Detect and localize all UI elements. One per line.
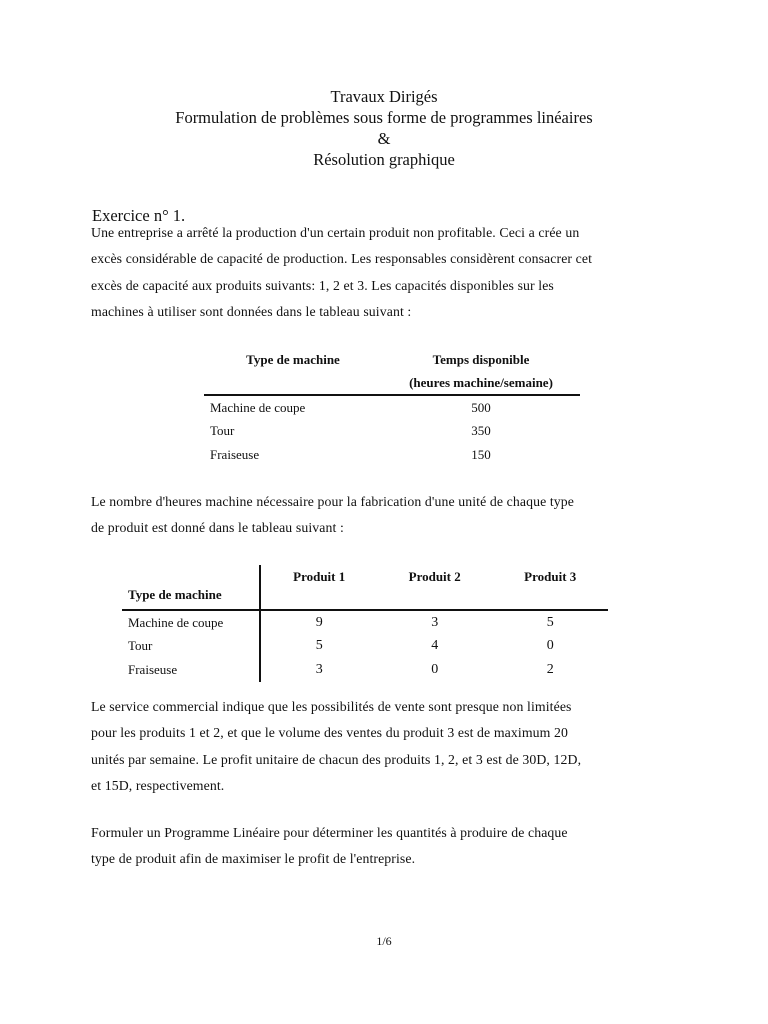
hours-value: 3 xyxy=(315,661,323,677)
hours-table-header-machine: Type de machine xyxy=(122,565,260,610)
machine-name: Machine de coupe xyxy=(122,610,260,635)
intro-line: excès de capacité aux produits suivants: 1, 2 et 3. Les capacités disponibles sur les xyxy=(91,277,554,293)
paragraph-line: Formuler un Programme Linéaire pour déterminer les quantités à produire de chaque xyxy=(91,825,568,840)
title-line-3: & xyxy=(377,129,391,148)
machine-name: Tour xyxy=(210,423,235,439)
hours-table-header-product-3: Produit 3 xyxy=(492,565,608,610)
table-row xyxy=(122,610,608,635)
capacity-table xyxy=(204,348,580,467)
second-paragraph xyxy=(91,489,676,542)
title-line-1: Travaux Dirigés xyxy=(330,87,438,106)
paragraph-line: de produit est donné dans le tableau suivant : xyxy=(91,520,344,536)
intro-line: Une entreprise a arrêté la production d'un certain produit non profitable. Ceci a crée un xyxy=(91,225,580,240)
hours-value: 5 xyxy=(315,638,323,654)
machine-name: Tour xyxy=(122,635,260,659)
capacity-table-header-time: Temps disponible xyxy=(432,351,530,367)
hours-value: 2 xyxy=(546,661,554,677)
hours-value: 0 xyxy=(546,638,554,654)
machine-name: Fraiseuse xyxy=(210,446,260,462)
exercise-heading: Exercice n° 1. xyxy=(92,206,186,225)
hours-value: 4 xyxy=(431,638,439,654)
machine-name: Machine de coupe xyxy=(210,399,306,415)
title-line-4: Résolution graphique xyxy=(313,150,455,169)
fourth-paragraph xyxy=(91,820,676,873)
paragraph-line: Le service commercial indique que les possibilités de vente sont presque non limitées xyxy=(91,699,572,714)
paragraph-line: type de produit afin de maximiser le profit de l'entreprise. xyxy=(91,851,416,867)
paragraph-line: pour les produits 1 et 2, et que le volume des ventes du produit 3 est de maximum 20 xyxy=(91,725,569,741)
hours-value: 0 xyxy=(431,661,439,677)
capacity-table-header-spacer xyxy=(204,371,382,395)
paragraph-line: unités par semaine. Le profit unitaire de chacun des produits 1, 2, et 3 est de 30D, 12D, xyxy=(91,751,582,767)
available-hours: 500 xyxy=(471,399,491,415)
title-block xyxy=(0,86,768,170)
paragraph-line: Le nombre d'heures machine nécessaire pour la fabrication d'une unité de chaque type xyxy=(91,494,575,509)
capacity-table-header-machine: Type de machine xyxy=(246,351,340,367)
intro-line: excès considérable de capacité de production. Les responsables considèrent consacrer cet xyxy=(91,251,593,267)
table-row xyxy=(122,635,608,659)
intro-paragraph xyxy=(91,220,676,325)
table-row xyxy=(122,658,608,682)
table-row xyxy=(204,443,580,467)
paragraph-line: et 15D, respectivement. xyxy=(91,777,225,793)
third-paragraph xyxy=(91,694,676,799)
hours-per-unit-table xyxy=(122,565,608,682)
hours-value: 3 xyxy=(431,614,439,630)
available-hours: 350 xyxy=(471,423,491,439)
hours-value: 5 xyxy=(546,614,554,630)
title-line-2: Formulation de problèmes sous forme de programmes linéaires xyxy=(175,108,593,127)
machine-name: Fraiseuse xyxy=(122,658,260,682)
hours-table-header-product-2: Produit 2 xyxy=(377,565,493,610)
table-row xyxy=(204,395,580,420)
page-number: 1/6 xyxy=(376,934,392,948)
available-hours: 150 xyxy=(471,446,491,462)
capacity-table-header-unit: (heures machine/semaine) xyxy=(382,371,580,395)
table-row xyxy=(204,420,580,444)
hours-value: 9 xyxy=(315,614,323,630)
hours-table-header-product-1: Produit 1 xyxy=(260,565,377,610)
intro-line: machines à utiliser sont données dans le tableau suivant : xyxy=(91,303,412,319)
